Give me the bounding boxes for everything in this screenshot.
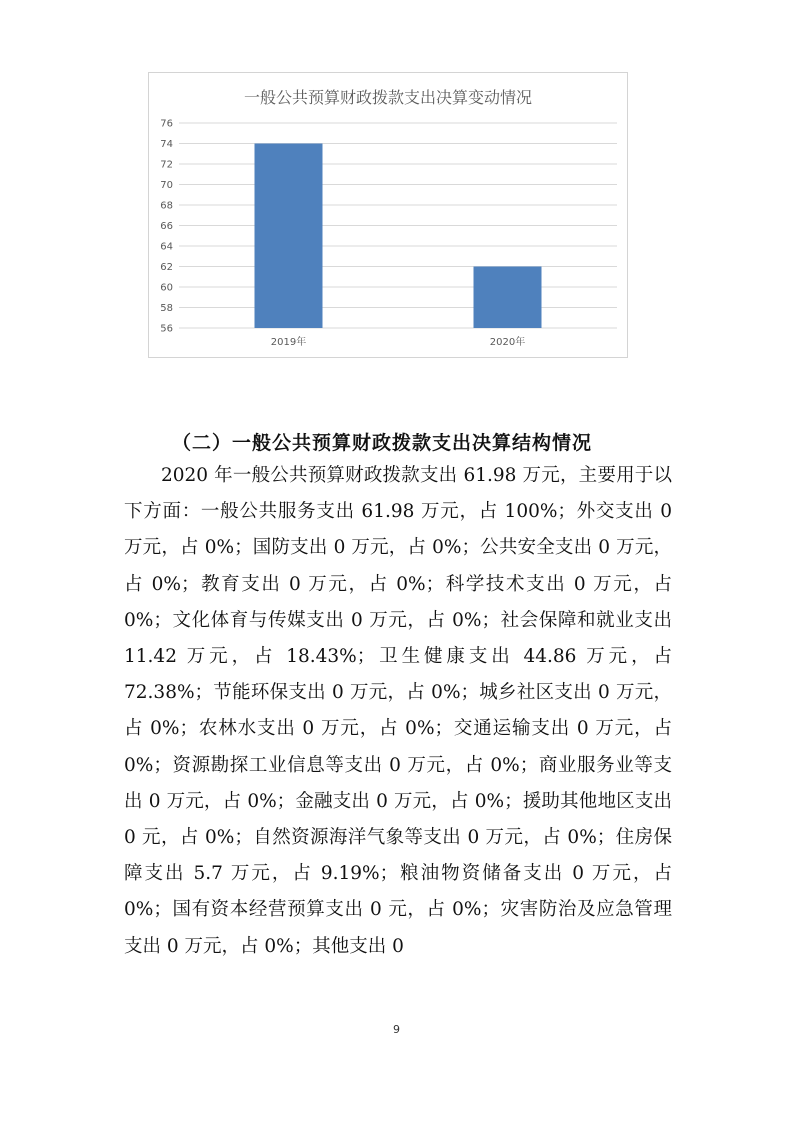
chart-title: 一般公共预算财政拨款支出决算变动情况 [243,88,532,107]
y-tick-label: 72 [160,159,173,171]
y-tick-label: 68 [160,200,173,212]
y-tick-label: 74 [160,139,173,150]
y-tick-label: 60 [160,282,173,294]
body-paragraph: 2020 年一般公共预算财政拨款支出 61.98 万元，主要用于以下方面：一般公共服务支出 61.98 万元，占 100%；外交支出 0 万元，占 0%；国防支出 0 万元，占 0%；公共安全支出 0 万元，占 0%；教育支出 0 万元，占 0%；科学技术支出 0 万元，占 0%；文化体育与传媒支出 0 万元，占 0%；社会保障和就业支出 11.42 万元，占 18.43%；卫生健康支出 44.86 万元，占 72.38%；节能环保支出 0 万元，占 0%；城乡社区支出 0 万元，占 0%；农林水支出 0 万元，占 0%；交通运输支出 0 万元，占 0%；资源勘探工业信息等支出 0 万元，占 0%；商业服务业等支出 0 万元，占 0%；金融支出 0 万元，占 0%；援助其他地区支出 0 元，占 0%；自然资源海洋气象等支出 0 万元，占 0%；住房保障支出 5.7 万元，占 9.19%；粮油物资储备支出 0 万元，占 0%；国有资本经营预算支出 0 元，占 0%；灾害防治及应急管理支出 0 万元，占 0%；其他支出 0 [124,465,672,957]
y-tick-label: 76 [160,118,173,130]
chart-plot [149,73,627,357]
bar [255,144,323,329]
y-tick-label: 58 [160,303,173,314]
y-tick-label: 62 [160,262,173,273]
section-heading: （二）一般公共预算财政拨款支出决算结构情况 [172,432,593,454]
x-tick-label: 2019年 [270,337,307,348]
y-tick-label: 64 [160,241,173,253]
expenditure-change-chart [148,72,628,358]
y-tick-label: 66 [160,221,173,232]
x-tick-label: 2020年 [489,337,526,348]
y-tick-label: 56 [160,323,173,335]
y-tick-label: 70 [160,180,173,191]
bar [474,267,542,329]
page-number: 9 [393,1023,400,1036]
